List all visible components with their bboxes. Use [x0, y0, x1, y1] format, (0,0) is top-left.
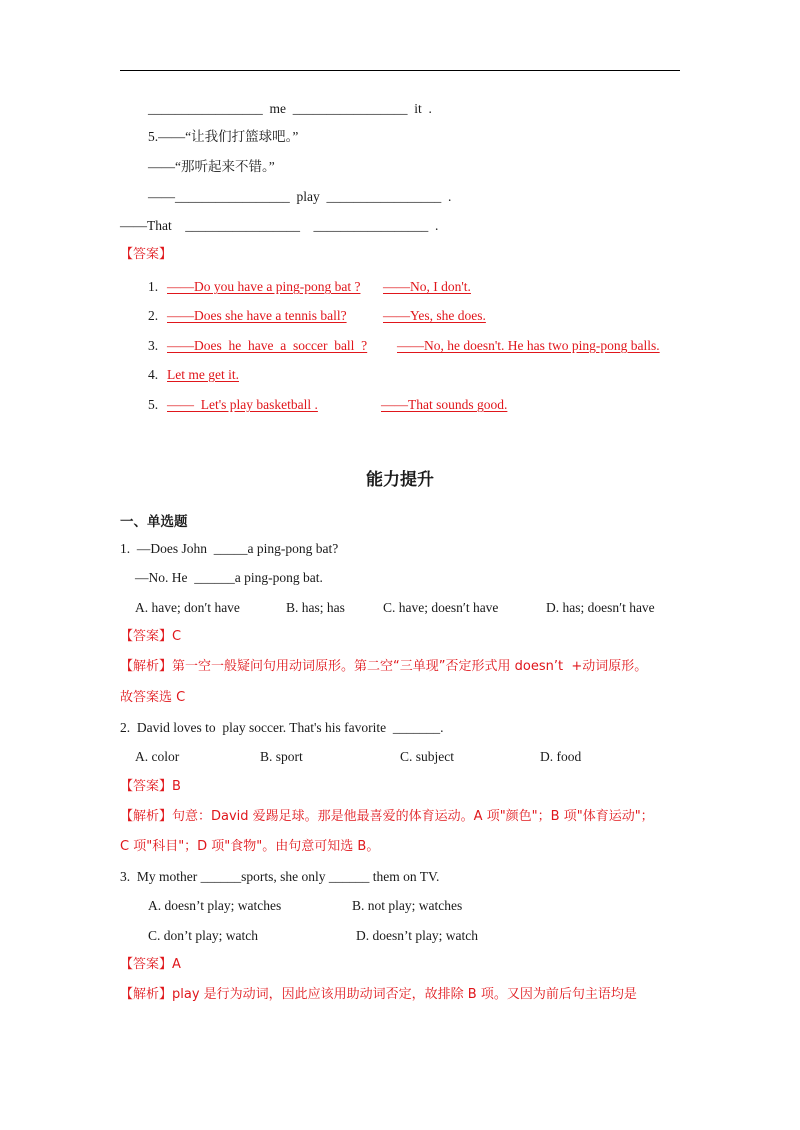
- option-d: D. has; doesn′t have: [546, 600, 655, 615]
- fill-line: ——That _________________ _________________ .: [120, 218, 439, 233]
- analysis-line: [120, 986, 637, 1004]
- option-b: B. sport: [260, 749, 303, 764]
- answer-value: B: [172, 779, 181, 794]
- answer-number: 2.: [148, 308, 159, 323]
- option-a: A. color: [135, 749, 180, 764]
- fill-line: ——“那听起来不错。”: [148, 159, 275, 174]
- question-stem: 3. My mother ______sports, she only ______ them on TV.: [120, 869, 440, 884]
- analysis-tag: 【解析】: [120, 987, 173, 1002]
- answer-question: Let me get it.: [167, 367, 239, 382]
- answer-tag: 【答案】: [120, 247, 173, 262]
- analysis-text: C 项"科目"；D 项"食物"。由句意可知选 B。: [120, 839, 380, 854]
- option-c: C. don’t play; watch: [148, 928, 258, 943]
- question-stem: —No. He ______a ping-pong bat.: [135, 570, 323, 585]
- question-stem: 1. —Does John _____a ping-pong bat?: [120, 541, 339, 556]
- answer-tag: 【答案】: [120, 629, 173, 644]
- answer-line: [120, 956, 181, 974]
- analysis-text: 故答案选 C: [120, 690, 186, 705]
- option-c: C. subject: [400, 749, 454, 764]
- option-a: A. doesn’t play; watches: [148, 898, 282, 913]
- analysis-tag: 【解析】: [120, 809, 173, 824]
- answer-line: [120, 628, 181, 646]
- answer-number: 1.: [148, 279, 159, 294]
- analysis-text: play 是行为动词，因此应该用助动词否定，故排除 B 项。又因为前后句主语均是: [172, 987, 637, 1002]
- answer-tag: 【答案】: [120, 779, 173, 794]
- answer-value: C: [172, 629, 182, 644]
- analysis-text: 第一空一般疑问句用动词原形。第二空“三单现”否定形式用 doesn’t +动词原形。: [172, 659, 648, 674]
- option-d: D. doesn’t play; watch: [356, 928, 478, 943]
- answer-question: ——Does he have a soccer ball ?: [167, 338, 368, 353]
- analysis-line: [120, 808, 654, 826]
- answer-number: 4.: [148, 367, 159, 382]
- analysis-line: [120, 658, 647, 676]
- answer-reply: ——That sounds good.: [381, 397, 508, 412]
- answer-number: 5.: [148, 397, 159, 412]
- fill-line: _________________ me _________________ it .: [148, 101, 432, 116]
- answer-line: [120, 778, 181, 796]
- analysis-tag: 【解析】: [120, 659, 173, 674]
- answer-question: —— Let's play basketball .: [167, 397, 318, 412]
- option-d: D. food: [540, 749, 582, 764]
- question-stem: 2. David loves to play soccer. That's his favorite _______.: [120, 720, 444, 735]
- option-b: B. not play; watches: [352, 898, 463, 913]
- analysis-text: 句意：David 爱踢足球。那是他最喜爱的体育运动。A 项"颜色"；B 项"体育运动"；: [172, 809, 654, 824]
- answer-reply: ——Yes, she does.: [383, 308, 486, 323]
- fill-line: ——_________________ play _________________ .: [148, 189, 452, 204]
- option-c: C. have; doesn′t have: [383, 600, 499, 615]
- section-title: 能力提升: [366, 470, 434, 490]
- subsection-title: 一、单选题: [120, 514, 188, 530]
- answer-reply: ——No, I don't.: [383, 279, 471, 294]
- option-b: B. has; has: [286, 600, 345, 615]
- fill-line: 5.——“让我们打篮球吧。”: [148, 129, 299, 144]
- answer-number: 3.: [148, 338, 159, 353]
- answer-question: ——Do you have a ping-pong bat ?: [167, 279, 361, 294]
- answer-question: ——Does she have a tennis ball?: [167, 308, 347, 323]
- option-a: A. have; don′t have: [135, 600, 240, 615]
- answer-tag: 【答案】: [120, 957, 173, 972]
- answer-value: A: [172, 957, 181, 972]
- answer-reply: ——No, he doesn't. He has two ping-pong balls.: [397, 338, 660, 353]
- header-rule: [120, 70, 680, 71]
